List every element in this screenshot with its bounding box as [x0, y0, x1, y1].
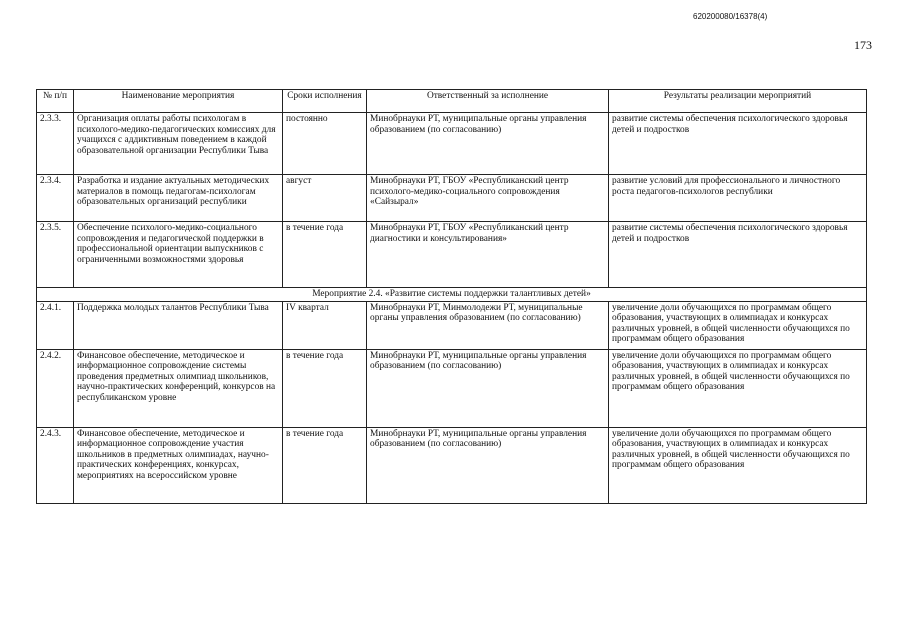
- row-number-cell: 2.3.4.: [37, 175, 74, 222]
- table-row: [37, 113, 867, 175]
- result-cell: увеличение доли обучающихся по программам общего образования, участвующих в олимпиадах и конкурсах различных уровней, в общей численности обучающихся по программам общего образования: [609, 427, 867, 503]
- activity-name-cell: Обеспечение психолого-медико-социального сопровождения и педагогической поддержки в профессиональной ориентации выпускников с ограниченными возможностями здоровья: [74, 222, 283, 288]
- deadline-cell: постоянно: [283, 113, 367, 175]
- responsible-cell: Минобрнауки РТ, ГБОУ «Республиканский центр психолого-медико-социального сопровождения «Сайзырал»: [367, 175, 609, 222]
- deadline-cell: в течение года: [283, 222, 367, 288]
- column-header: Ответственный за исполнение: [367, 90, 609, 113]
- responsible-cell: Минобрнауки РТ, Минмолодежи РТ, муниципальные органы управления образованием (по согласованию): [367, 301, 609, 349]
- table-header-row: [37, 90, 867, 113]
- activity-name-cell: Финансовое обеспечение, методическое и информационное сопровождение системы проведения предметных олимпиад школьников, научно-практических конференций, конкурсов на республиканском уровне: [74, 349, 283, 427]
- page-number: 173: [854, 38, 872, 52]
- table-row: [37, 175, 867, 222]
- column-header: № п/п: [37, 90, 74, 113]
- document-id: 620200080/16378(4): [693, 12, 768, 21]
- result-cell: развитие системы обеспечения психологического здоровья детей и подростков: [609, 113, 867, 175]
- deadline-cell: IV квартал: [283, 301, 367, 349]
- activities-table: [36, 89, 867, 504]
- column-header: Результаты реализации мероприятий: [609, 90, 867, 113]
- table-row: [37, 301, 867, 349]
- deadline-cell: в течение года: [283, 427, 367, 503]
- table-row: [37, 427, 867, 503]
- table-row: [37, 349, 867, 427]
- result-cell: увеличение доли обучающихся по программам общего образования, участвующих в олимпиадах и конкурсах различных уровней, в общей численности обучающихся по программам общего образования: [609, 349, 867, 427]
- row-number-cell: 2.3.5.: [37, 222, 74, 288]
- deadline-cell: август: [283, 175, 367, 222]
- responsible-cell: Минобрнауки РТ, муниципальные органы управления образованием (по согласованию): [367, 427, 609, 503]
- activity-name-cell: Организация оплаты работы психологам в психолого-медико-педагогических комиссиях для учащихся с аддиктивным поведением в каждой образовательной организации Республики Тыва: [74, 113, 283, 175]
- responsible-cell: Минобрнауки РТ, муниципальные органы управления образованием (по согласованию): [367, 349, 609, 427]
- section-row: [37, 288, 867, 302]
- activity-name-cell: Разработка и издание актуальных методических материалов в помощь педагогам-психологам образовательных организаций республики: [74, 175, 283, 222]
- activity-name-cell: Финансовое обеспечение, методическое и информационное сопровождение участия школьников в предметных олимпиадах, научно-практических конференциях, конкурсах, мероприятиях на всероссийском уровне: [74, 427, 283, 503]
- row-number-cell: 2.4.1.: [37, 301, 74, 349]
- result-cell: развитие условий для профессионального и личностного роста педагогов-психологов республики: [609, 175, 867, 222]
- column-header: Наименование мероприятия: [74, 90, 283, 113]
- responsible-cell: Минобрнауки РТ, муниципальные органы управления образованием (по согласованию): [367, 113, 609, 175]
- table-row: [37, 222, 867, 288]
- activity-name-cell: Поддержка молодых талантов Республики Тыва: [74, 301, 283, 349]
- row-number-cell: 2.4.2.: [37, 349, 74, 427]
- row-number-cell: 2.3.3.: [37, 113, 74, 175]
- deadline-cell: в течение года: [283, 349, 367, 427]
- section-title: Мероприятие 2.4. «Развитие системы поддержки талантливых детей»: [37, 288, 867, 302]
- row-number-cell: 2.4.3.: [37, 427, 74, 503]
- rows-group-2-3: [37, 113, 867, 288]
- result-cell: развитие системы обеспечения психологического здоровья детей и подростков: [609, 222, 867, 288]
- column-header: Сроки исполнения: [283, 90, 367, 113]
- rows-group-2-4: [37, 301, 867, 503]
- responsible-cell: Минобрнауки РТ, ГБОУ «Республиканский центр диагностики и консультирования»: [367, 222, 609, 288]
- result-cell: увеличение доли обучающихся по программам общего образования, участвующих в олимпиадах и конкурсах различных уровней, в общей численности обучающихся по программам общего образования: [609, 301, 867, 349]
